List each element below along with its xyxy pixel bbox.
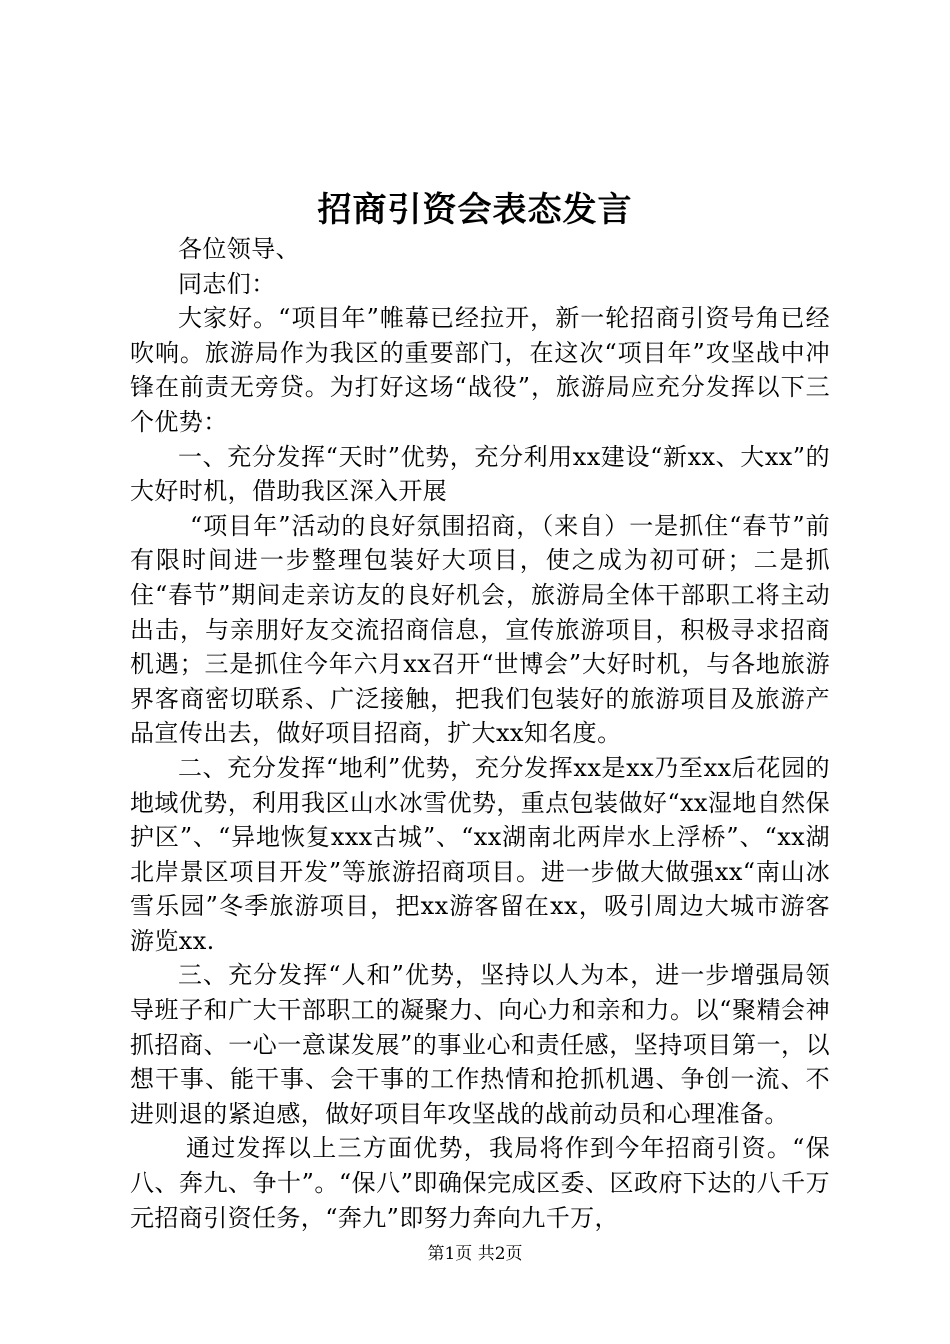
paragraph-2: 一、充分发挥“天时”优势，充分利用xx建设“新xx、大xx”的大好时机，借助我区深入开展 [130, 442, 830, 506]
paragraph-1: 大家好。“项目年”帷幕已经拉开，新一轮招商引资号角已经吹响。旅游局作为我区的重要部门，在这次“项目年”攻坚战中冲锋在前责无旁贷。为打好这场“战役”，旅游局应充分发挥以下三个优势： [130, 304, 830, 436]
paragraph-4: 二、充分发挥“地利”优势，充分发挥xx是xx乃至xx后花园的地域优势，利用我区山水冰雪优势，重点包装做好“xx湿地自然保护区”、“异地恢复xxx古城”、“xx湖南北两岸水上浮桥”、“xx湖北岸景区项目开发”等旅游招商项目。进一步做大做强xx“南山冰雪乐园”冬季旅游项目，把xx游客留在xx，吸引周边大城市游客游览xx. [130, 753, 830, 955]
document-body [130, 232, 830, 1235]
page-number-footer: 第1页 共2页 [427, 1244, 523, 1264]
paragraph-5: 三、充分发挥“人和”优势，坚持以人为本，进一步增强局领导班子和广大干部职工的凝聚力、向心力和亲和力。以“聚精会神抓招商、一心一意谋发展”的事业心和责任感，坚持项目第一，以想干事、能干事、会干事的工作热情和抢抓机遇、争创一流、不进则退的紧迫感，做好项目年攻坚战的战前动员和心理准备。 [130, 961, 830, 1128]
paragraph-3: “项目年”活动的良好氛围招商，（来自）一是抓住“春节”前有限时间进一步整理包装好大项目，使之成为初可研；二是抓住“春节”期间走亲访友的良好机会，旅游局全体干部职工将主动出击，与亲朋好友交流招商信息，宣传旅游项目，积极寻求招商机遇；三是抓住今年六月xx召开“世博会”大好时机，与各地旅游界客商密切联系、广泛接触，把我们包装好的旅游项目及旅游产品宣传出去，做好项目招商，扩大xx知名度。 [130, 511, 830, 748]
salutation-line-1: 各位领导、 [178, 235, 300, 263]
salutation-line-2: 同志们： [178, 269, 276, 298]
document-title: 招商引资会表态发言 [317, 190, 633, 230]
paragraph-6: 通过发挥以上三方面优势，我局将作到今年招商引资。“保八、奔九、争十”。“保八”即确保完成区委、区政府下达的八千万元招商引资任务，“奔九”即努力奔向九千万， [130, 1134, 830, 1232]
